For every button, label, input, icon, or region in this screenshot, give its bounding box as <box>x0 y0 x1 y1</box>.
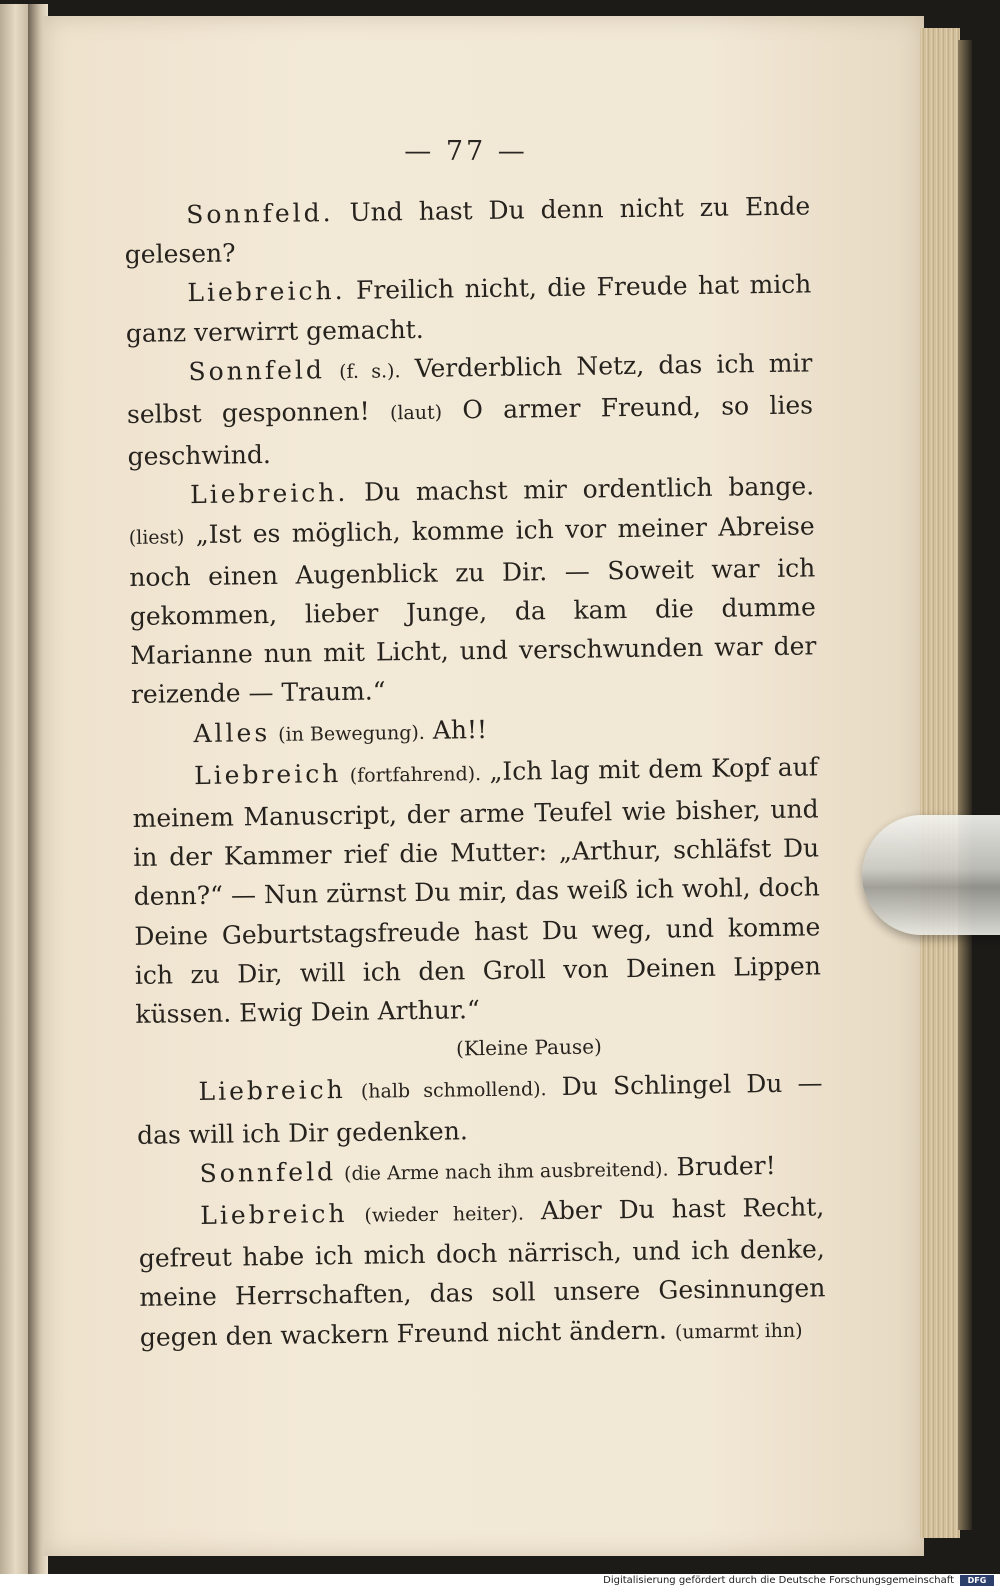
line-text: „Ist es möglich, komme ich vor meiner Abreise noch einen Augenblick zu Dir. — Soweit war ich gekommen, lieber Junge, da kam die dumme Marianne nun mit Licht, und verschwunden war der reizende — Traum.“ <box>129 511 817 710</box>
dialogue-line <box>136 1064 823 1155</box>
speaker-name: Liebreich. <box>189 478 349 510</box>
stage-direction: (in Bewegung). <box>278 721 426 746</box>
line-text: Verderblich Netz, das ich mir selbst gesponnen! <box>126 348 813 429</box>
line-text: Freilich nicht, die Freude hat mich ganz verwirrt gemacht. <box>125 269 812 348</box>
footer-credit: Digitalisierung gefördert durch die Deutsche Forschungsgemeinschaft <box>603 1575 954 1586</box>
line-text: Aber Du hast Recht, gefreut habe ich mich doch närrisch, und ich denke, meine Herrschaften, das soll unsere Gesinnungen gegen den wackern Freund nicht ändern. <box>138 1192 826 1352</box>
speaker-name: Liebreich <box>193 758 342 790</box>
dialogue-line <box>132 747 822 1034</box>
dialogue-line <box>128 467 817 715</box>
speaker-name: Liebreich <box>200 1199 348 1231</box>
dialogue-line <box>126 343 814 476</box>
page-stack-edge <box>920 28 960 1538</box>
speaker-name: Sonnfeld <box>199 1157 337 1188</box>
stage-direction: (fortfahrend). <box>349 762 482 787</box>
stage-direction: (f. s.). <box>339 359 401 383</box>
page-text <box>124 186 826 1359</box>
stage-direction: (die Arme nach ihm ausbreitend). <box>343 1158 669 1185</box>
dialogue-line <box>138 1187 826 1359</box>
line-text: „Ich lag mit dem Kopf auf meinem Manuscript, der arme Teufel wie bisher, und in der Kammer rief die Mutter: „Arthur, schläfst Du denn?“ — Nun zürnst Du mir, das weiß ich wohl, doch Deine Geburtstagsfreude hast Du weg, und komme ich zu Dir, will ich den Groll von Deinen Lippen küssen. Ewig Dein Arthur.“ <box>132 752 822 1029</box>
page-clip <box>862 815 1000 935</box>
line-text: Bruder! <box>676 1150 776 1182</box>
line-text: Du Schlingel Du — das will ich Dir gedenken. <box>136 1068 823 1150</box>
speaker-name: Liebreich. <box>187 276 346 308</box>
stage-direction: (liest) <box>128 525 185 549</box>
dialogue-line <box>125 265 812 353</box>
stage-direction: (wieder heiter). <box>364 1202 525 1227</box>
line-text: Und hast Du denn nicht zu Ende gelesen? <box>124 191 811 270</box>
dialogue-line <box>124 186 811 274</box>
left-page-edge <box>0 4 28 1574</box>
stage-direction: (laut) <box>389 401 443 425</box>
dfg-logo: DFG <box>960 1575 994 1586</box>
stage-direction-line: (Kleine Pause) <box>455 1034 602 1061</box>
speaker-name: Alles <box>193 717 271 748</box>
line-text: Du machst mir ordentlich bange. <box>363 471 815 508</box>
page-stack-shadow <box>958 40 972 1530</box>
line-text: Ah!! <box>432 714 488 745</box>
speaker-name: Sonnfeld. <box>186 198 334 230</box>
line-text: O armer Freund, so lies geschwind. <box>127 390 814 472</box>
footer-bar <box>0 1574 1000 1587</box>
stage-direction: (halb schmollend). <box>360 1078 547 1104</box>
page-number: — 77 — <box>404 136 528 167</box>
speaker-name: Sonnfeld <box>188 355 326 386</box>
stage-direction: (umarmt ihn) <box>674 1319 803 1344</box>
speaker-name: Liebreich <box>198 1075 346 1107</box>
